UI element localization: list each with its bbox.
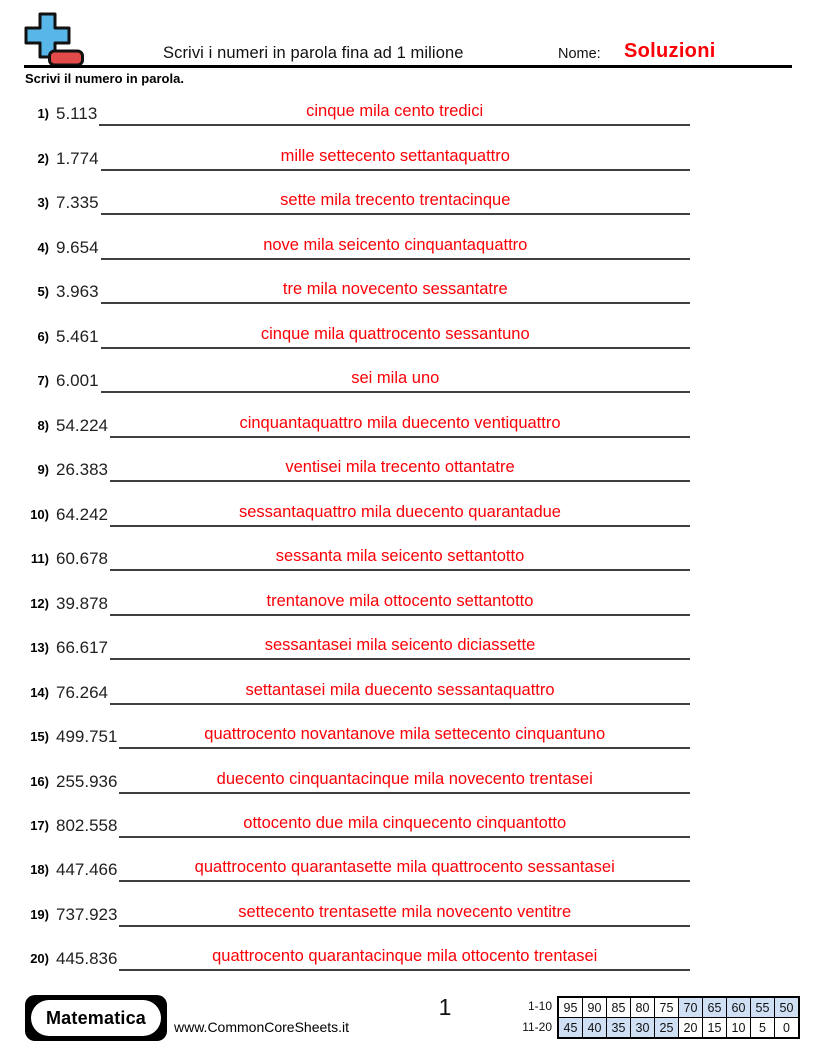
score-cell: 60 [727,997,751,1018]
score-row-labels [510,996,552,1038]
problem-row [18,317,690,361]
problem-value: 447.466 [56,860,118,880]
problem-row [18,895,690,939]
score-cell: 50 [775,997,800,1018]
answer-text: nove mila seicento cinquantaquattro [263,235,528,254]
answer-blank-line[interactable] [101,232,690,260]
problem-row [18,495,690,539]
score-cell: 55 [751,997,775,1018]
problem-value: 60.678 [56,549,108,569]
plus-minus-logo-icon [20,11,86,69]
problem-row [18,673,690,717]
problem-number: 12) [30,595,49,611]
problem-row [18,762,690,806]
problem-number: 8) [37,417,49,433]
problem-value: 39.878 [56,593,108,613]
problem-row [18,406,690,450]
score-cell: 30 [631,1018,655,1039]
answer-text: sei mila uno [351,369,440,388]
problem-row [18,540,690,584]
website-url: www.CommonCoreSheets.it [174,1019,350,1035]
brand-badge [25,995,167,1041]
answer-text: ottocento due mila cinquecento cinquantotto [243,813,567,832]
answer-blank-line[interactable] [110,543,690,571]
score-cell: 40 [583,1018,607,1039]
problem-number: 7) [37,373,49,389]
answer-text: cinque mila cento tredici [306,102,484,121]
score-range-label: 11-20 [522,1020,552,1034]
answer-text: trentanove mila ottocento settantotto [266,591,534,610]
problem-value: 5.113 [56,104,98,124]
answer-text: sessantaquattro mila duecento quarantadue [239,502,561,521]
score-table [557,996,800,1039]
score-cell: 75 [655,997,679,1018]
problem-number: 4) [37,239,49,255]
problem-value: 7.335 [56,193,99,213]
score-cell: 15 [703,1018,727,1039]
problem-number: 19) [30,906,49,922]
answer-text: cinquantaquattro mila duecento ventiquattro [239,413,561,432]
problem-value: 1.774 [56,148,99,168]
problem-value: 9.654 [56,237,99,257]
problem-value: 54.224 [56,415,108,435]
answer-blank-line[interactable] [110,410,690,438]
brand-badge-pill [31,1000,161,1036]
problem-number: 5) [37,284,49,300]
answer-text: settantasei mila duecento sessantaquattro [245,680,555,699]
problem-number: 1) [37,106,49,122]
score-cell: 80 [631,997,655,1018]
answer-blank-line[interactable] [101,143,690,171]
answer-blank-line[interactable] [119,766,690,794]
problem-number: 20) [30,951,49,967]
answer-text: settecento trentasette mila novecento ventitre [238,902,572,921]
page-number: 1 [438,994,452,1020]
answer-text: sessanta mila seicento settantotto [275,547,525,566]
score-cell: 5 [751,1018,775,1039]
answer-blank-line[interactable] [101,187,690,215]
problem-row [18,718,690,762]
score-cell: 25 [655,1018,679,1039]
problem-value: 737.923 [56,904,118,924]
answer-blank-line[interactable] [101,321,690,349]
answer-blank-line[interactable] [110,588,690,616]
score-cell: 85 [607,997,631,1018]
answer-text: quattrocento quarantacinque mila ottocento trentasei [212,947,598,966]
answer-blank-line[interactable] [119,854,690,882]
answer-text: quattrocento novantanove mila settecento cinquantuno [204,725,606,744]
problem-value: 499.751 [56,727,118,747]
score-cell: 70 [679,997,703,1018]
problem-value: 445.836 [56,949,118,969]
answer-blank-line[interactable] [99,98,690,126]
answer-blank-line[interactable] [110,454,690,482]
problem-number: 18) [30,862,49,878]
name-label: Nome: [558,46,601,62]
score-cell: 10 [727,1018,751,1039]
problem-number: 16) [30,773,49,789]
answer-text: cinque mila quattrocento sessantuno [260,324,530,343]
score-key [510,996,800,1039]
answer-text: mille settecento settantaquattro [280,146,510,165]
score-cell: 45 [558,1018,583,1039]
problem-row [18,273,690,317]
score-cell: 0 [775,1018,800,1039]
problem-value: 255.936 [56,771,118,791]
score-cell: 65 [703,997,727,1018]
problem-row [18,940,690,984]
header-divider [24,65,792,68]
problem-number: 11) [30,551,49,567]
problem-row [18,584,690,628]
problem-row [18,95,690,139]
answer-text: quattrocento quarantasette mila quattrocento sessantasei [194,858,615,877]
answer-blank-line[interactable] [119,943,690,971]
answer-text: ventisei mila trecento ottantatre [285,458,515,477]
problem-number: 9) [37,462,49,478]
problem-row [18,184,690,228]
problem-number: 2) [37,150,49,166]
answer-blank-line[interactable] [101,365,690,393]
problem-number: 6) [37,328,49,344]
problem-number: 3) [37,195,49,211]
problem-number: 14) [30,684,49,700]
problem-row [18,851,690,895]
problem-row [18,629,690,673]
problem-value: 26.383 [56,460,108,480]
problem-row [18,139,690,183]
answer-text: sessantasei mila seicento diciassette [264,636,536,655]
answer-blank-line[interactable] [101,276,690,304]
problem-value: 802.558 [56,815,118,835]
problem-value: 66.617 [56,638,108,658]
problem-row [18,451,690,495]
problem-value: 5.461 [56,326,99,346]
problem-number: 17) [30,817,49,833]
answer-text: tre mila novecento sessantatre [282,280,508,299]
score-range-label: 1-10 [527,999,552,1013]
problem-row [18,807,690,851]
score-cell: 20 [679,1018,703,1039]
problem-number: 15) [30,729,49,745]
worksheet-title: Scrivi i numeri in parola fina ad 1 milione [163,44,464,62]
problems-list [18,95,690,984]
answer-text: sette mila trecento trentacinque [280,191,511,210]
solutions-text: Soluzioni [624,40,716,62]
problem-number: 10) [30,506,49,522]
problem-number: 13) [30,640,49,656]
instruction-text: Scrivi il numero in parola. [25,71,184,86]
score-cell: 90 [583,997,607,1018]
answer-blank-line[interactable] [110,499,690,527]
problem-value: 3.963 [56,282,99,302]
problem-row [18,362,690,406]
brand-name: Matematica [45,1007,147,1028]
plus-minus-logo-svg [20,11,86,69]
answer-blank-line[interactable] [119,899,690,927]
problem-row [18,228,690,272]
answer-text: duecento cinquantacinque mila novecento trentasei [216,769,593,788]
score-cell: 35 [607,1018,631,1039]
problem-value: 6.001 [56,371,99,391]
answer-blank-line[interactable] [119,810,690,838]
answer-blank-line[interactable] [110,632,690,660]
problem-value: 64.242 [56,504,108,524]
problem-value: 76.264 [56,682,108,702]
answer-blank-line[interactable] [110,677,690,705]
score-cell: 95 [558,997,583,1018]
answer-blank-line[interactable] [119,721,690,749]
